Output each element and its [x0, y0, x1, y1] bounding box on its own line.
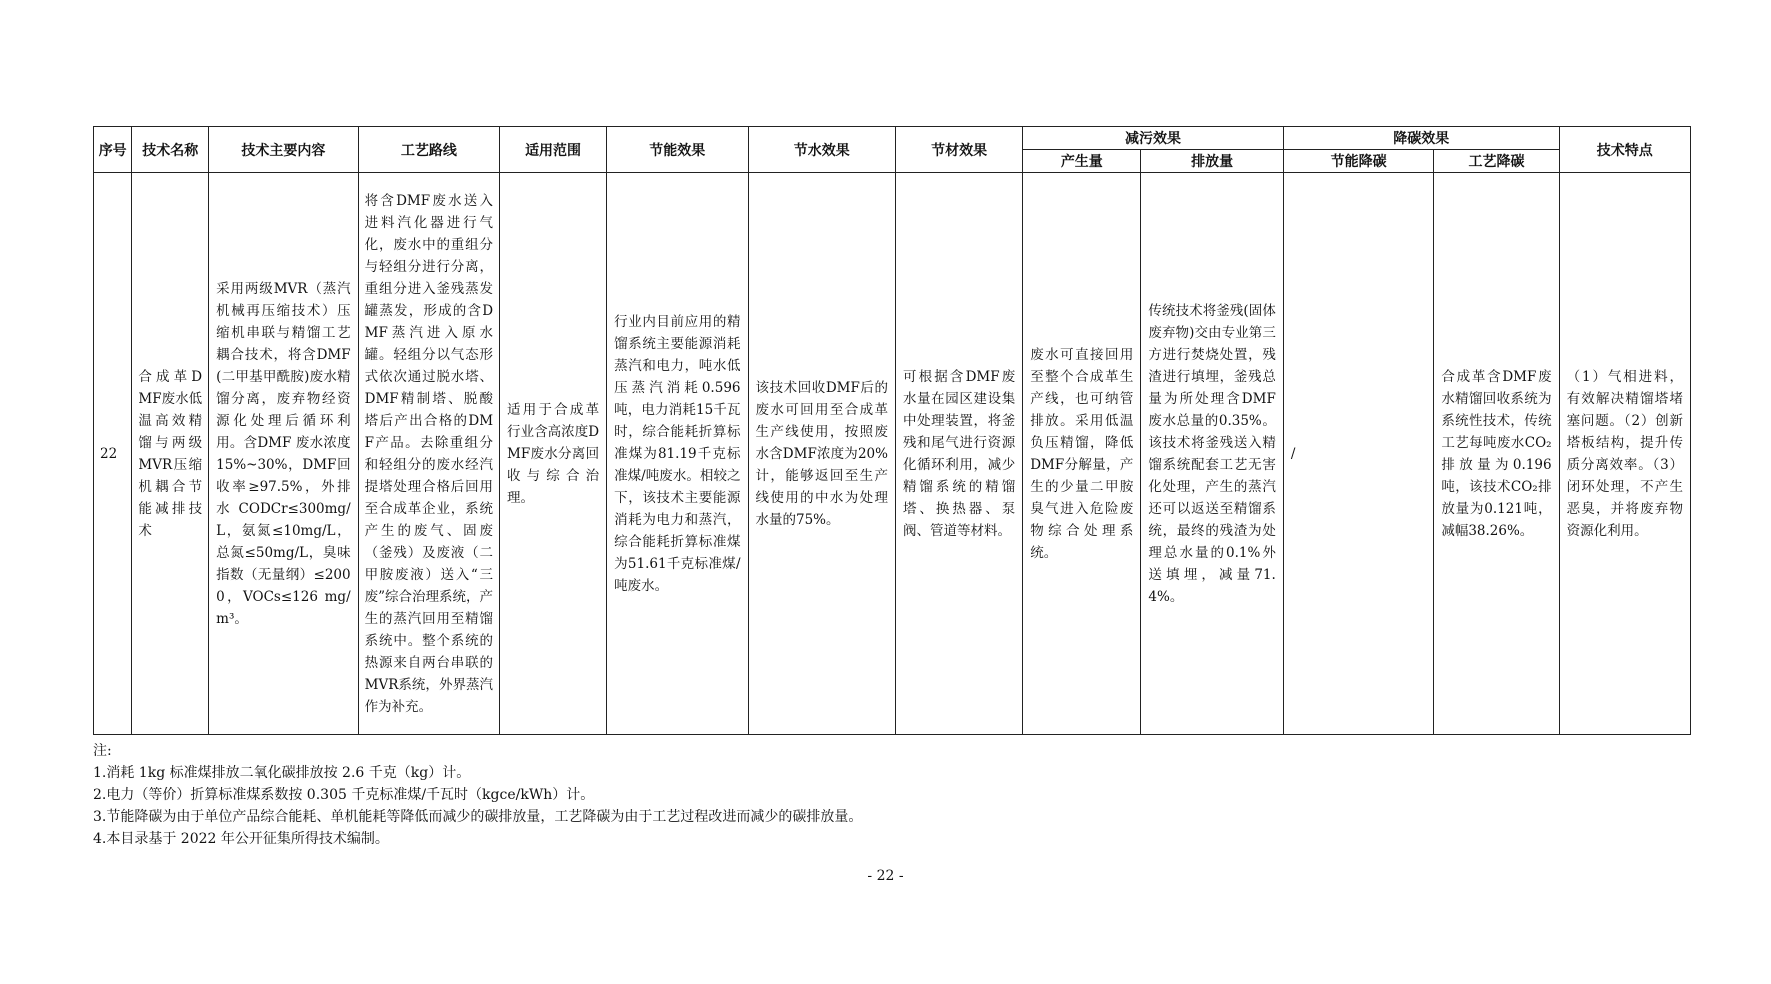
cell-seq: 22: [94, 173, 132, 735]
cell-water: 该技术回收DMF后的废水可回用至合成革生产线使用，按照废水含DMF浓度为20%计，能够返回至生产线使用的中水为处理水量的75%。: [748, 173, 895, 735]
note-item: 4.本目录基于 2022 年公开征集所得技术编制。: [93, 831, 389, 847]
header-material: 节材效果: [895, 127, 1022, 173]
cell-content: 采用两级MVR（蒸汽机械再压缩技术）压缩机串联与精馏工艺耦合技术，将含DMF(二甲基甲酰胺)废水精馏分离，废弃物经资源化处理后循环利用。含DMF 废水浓度15%~30%，DMF回收率≥97.5%，外排水CODCr≤300mg/L，氨氮≤10mg/L，总氮≤50mg/L，臭味指数（无量纲）≤2000，VOCs≤126 mg/m³。: [209, 173, 358, 735]
note-item: 2.电力（等价）折算标准煤系数按 0.305 千克标准煤/千瓦时（kgce/kWh）计。: [93, 787, 595, 803]
note-item: 1.消耗 1kg 标准煤排放二氧化碳排放按 2.6 千克（kg）计。: [93, 765, 471, 781]
header-name: 技术名称: [132, 127, 209, 173]
header-carbon: 降碳效果: [1283, 127, 1559, 150]
cell-material: 可根据含DMF废水量在园区建设集中处理装置，将釜残和尾气进行资源化循环利用，减少精馏系统的精馏塔、换热器、泵阀、管道等材料。: [895, 173, 1022, 735]
header-carbon-process: 工艺降碳: [1434, 150, 1559, 173]
header-energy: 节能效果: [607, 127, 748, 173]
cell-carbon-process: 合成革含DMF废水精馏回收系统为系统性技术，传统工艺每吨废水CO₂排放量为0.196吨，该技术CO₂排放量为0.121吨，减幅38.26%。: [1434, 173, 1559, 735]
cell-pollution-emit: 传统技术将釜残(固体废弃物)交由专业第三方进行焚烧处置，残渣进行填埋，釜残总量为所处理含DMF废水总量的0.35%。该技术将釜残送入精馏系统配套工艺无害化处理，产生的蒸汽还可以返送至精馏系统，最终的残渣为处理总水量的0.1%外送填埋，减量71.4%。: [1141, 173, 1283, 735]
header-carbon-energy: 节能降碳: [1283, 150, 1434, 173]
header-pollution: 减污效果: [1023, 127, 1284, 150]
table-row: [94, 173, 1691, 735]
header-content: 技术主要内容: [209, 127, 358, 173]
note-item: 3.节能降碳为由于单位产品综合能耗、单机能耗等降低而减少的碳排放量，工艺降碳为由于工艺过程改进而减少的碳排放量。: [93, 809, 863, 825]
header-route: 工艺路线: [358, 127, 499, 173]
cell-name: 合成革DMF废水低温高效精馏与两级 MVR压缩机耦合节能减排技术: [132, 173, 209, 735]
cell-scope: 适用于合成革行业含高浓度DMF废水分离回收与综合治理。: [500, 173, 607, 735]
header-water: 节水效果: [748, 127, 895, 173]
cell-features: （1）气相进料，有效解决精馏塔堵塞问题。（2）创新塔板结构，提升传质分离效率。（3）闭环处理，不产生恶臭，并将废弃物资源化利用。: [1559, 173, 1690, 735]
cell-energy: 行业内目前应用的精馏系统主要能源消耗蒸汽和电力，吨水低压蒸汽消耗0.596吨，电力消耗15千瓦时，综合能耗折算标准煤为81.19千克标准煤/吨废水。相较之下，该技术主要能源消耗为电力和蒸汽，综合能耗折算标准煤为51.61千克标准煤/吨废水。: [607, 173, 748, 735]
cell-carbon-energy: /: [1283, 173, 1434, 735]
cell-pollution-produce: 废水可直接回用至整个合成革生产线，也可纳管排放。采用低温负压精馏，降低DMF分解量，产生的少量二甲胺臭气进入危险废物综合处理系统。: [1023, 173, 1141, 735]
header-seq: 序号: [94, 127, 132, 173]
header-pollution-produce: 产生量: [1023, 150, 1141, 173]
notes-title: 注:: [93, 743, 112, 759]
technology-table: [93, 126, 1691, 735]
notes-section: [93, 740, 862, 850]
page-number: - 22 -: [867, 868, 904, 884]
header-pollution-emit: 排放量: [1141, 150, 1283, 173]
header-row-1: [94, 127, 1691, 150]
cell-route: 将含DMF废水送入进料汽化器进行气化，废水中的重组分与轻组分进行分离，重组分进入釜残蒸发罐蒸发，形成的含DMF蒸汽进入原水罐。轻组分以气态形式依次通过脱水塔、DMF精制塔、脱酸塔后产出合格的DMF产品。去除重组分和轻组分的废水经汽提塔处理合格后回用至合成革企业，系统产生的废气、固废（釜残）及废液（二甲胺废液）送入“三废”综合治理系统，产生的蒸汽回用至精馏系统中。整个系统的热源来自两台串联的MVR系统，外界蒸汽作为补充。: [358, 173, 499, 735]
header-features: 技术特点: [1559, 127, 1690, 173]
header-scope: 适用范围: [500, 127, 607, 173]
